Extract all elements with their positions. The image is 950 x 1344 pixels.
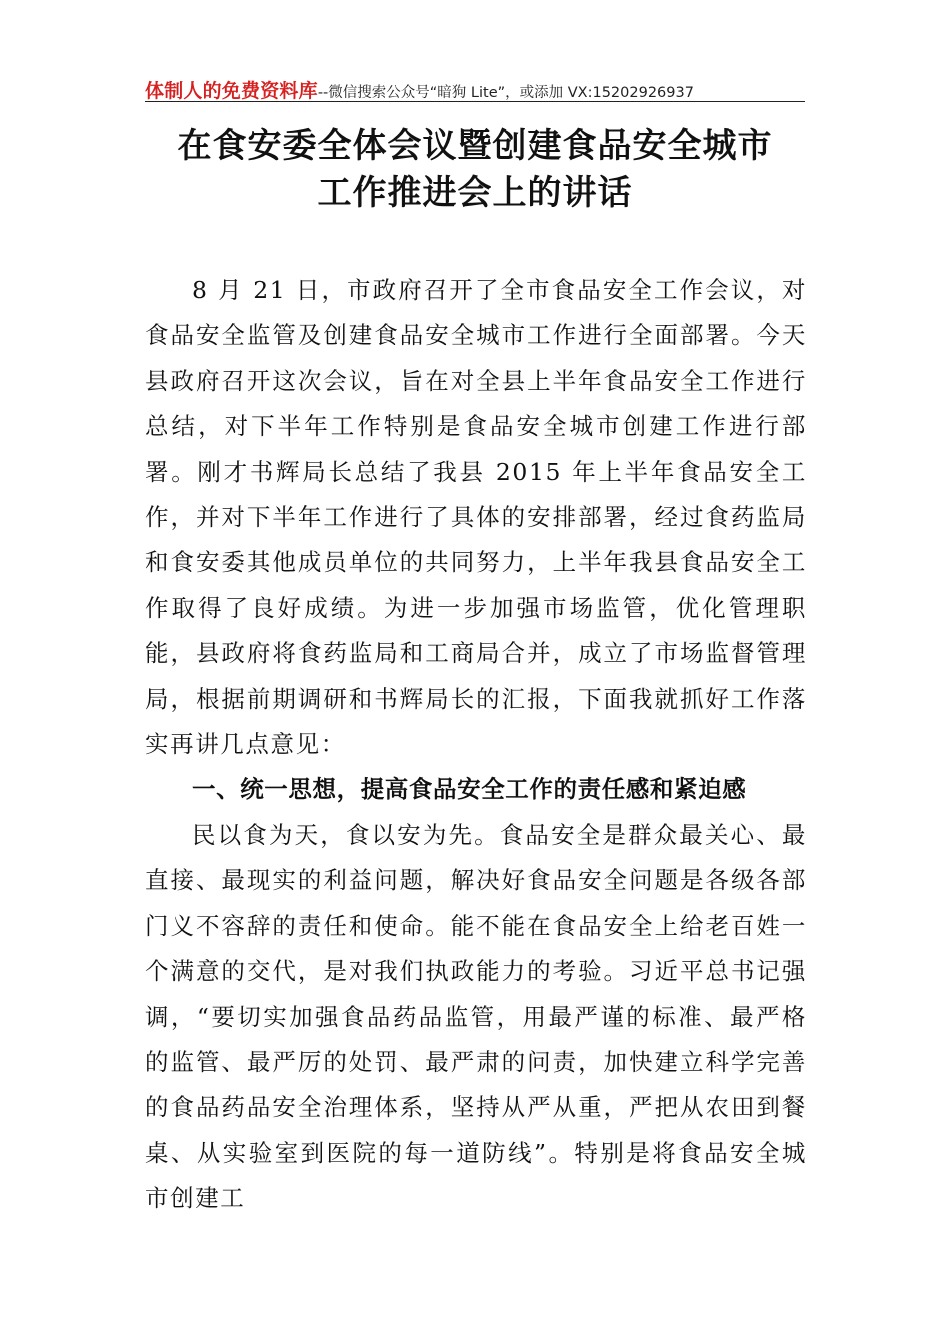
- page-header: [145, 76, 805, 102]
- intro-paragraph: 8 月 21 日，市政府召开了全市食品安全工作会议，对食品安全监管及创建食品安全城市工作进行全面部署。今天县政府召开这次会议，旨在对全县上半年食品安全工作进行总结，对下半年工作特别是食品安全城市创建工作进行部署。刚才书辉局长总结了我县 2015 年上半年食品安全工作，并对下半年工作进行了具体的安排部署，经过食药监局和食安委其他成员单位的共同努力，上半年我县食品安全工作取得了良好成绩。为进一步加强市场监管，优化管理职能，县政府将食药监局和工商局合并，成立了市场监督管理局，根据前期调研和书辉局长的汇报，下面我就抓好工作落实再讲几点意见：: [145, 276, 807, 759]
- section-1-paragraph: 民以食为天，食以安为先。食品安全是群众最关心、最直接、最现实的利益问题，解决好食品安全问题是各级各部门义不容辞的责任和使命。能不能在食品安全上给老百姓一个满意的交代，是对我们执政能力的考验。习近平总书记强调，“要切实加强食品药品监管，用最严谨的标准、最严格的监管、最严厉的处罚、最严肃的问责，加快建立科学完善的食品药品安全治理体系，坚持从严从重，严把从农田到餐桌、从实验室到医院的每一道防线”。特别是将食品安全城市创建工: [145, 820, 807, 1213]
- section-heading-1: 一、统一思想，提高食品安全工作的责任感和紧迫感: [192, 775, 747, 804]
- document-title-line-2: 工作推进会上的讲话: [317, 173, 633, 213]
- document-title-line-1: 在食安委全体会议暨创建食品安全城市: [177, 126, 773, 166]
- header-note: --微信搜索公众号“暗狗 Lite”，或添加 VX:15202926937: [317, 85, 694, 101]
- document-body: [145, 268, 807, 1222]
- header-brand: 体制人的免费资料库: [145, 80, 318, 102]
- header-divider: [145, 101, 805, 102]
